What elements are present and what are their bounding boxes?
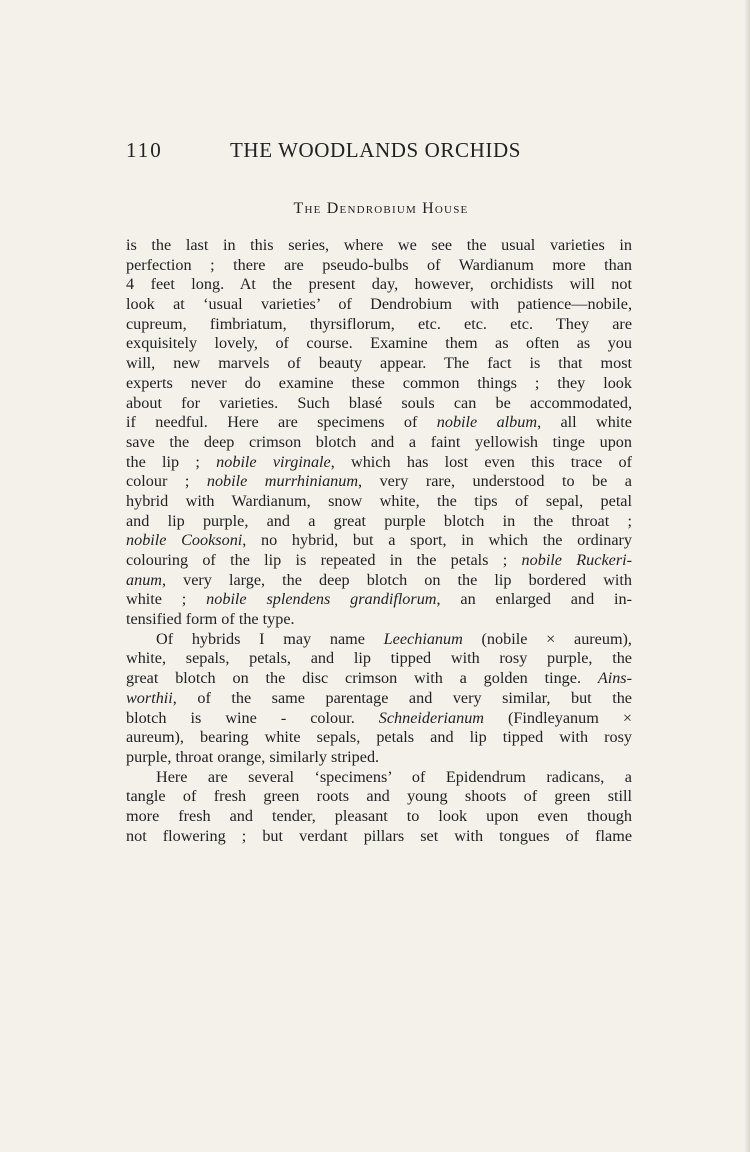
text-line: Of hybrids I may name Leechianum (nobile × aureum), bbox=[156, 629, 632, 648]
text-line: and lip purple, and a great purple blotch in the throat ; bbox=[126, 511, 632, 530]
text-line: blotch is wine - colour. Schneiderianum (Findleyanum × bbox=[126, 708, 632, 727]
text-line: great blotch on the disc crimson with a golden tinge. Ains- bbox=[126, 669, 632, 688]
text-line: about for varieties. Such blasé souls can be accommodated, bbox=[126, 393, 632, 412]
text-line: white, sepals, petals, and lip tipped with rosy purple, the bbox=[126, 649, 632, 668]
text-line: cupreum, fimbriatum, thyrsiflorum, etc. etc. etc. They are bbox=[126, 314, 632, 333]
body-text bbox=[126, 236, 632, 846]
text-line: will, new marvels of beauty appear. The fact is that most bbox=[126, 354, 632, 373]
text-line: anum, very large, the deep blotch on the lip bordered with bbox=[126, 570, 632, 589]
book-title: THE WOODLANDS ORCHIDS bbox=[230, 138, 522, 162]
text-line: exquisitely lovely, of course. Examine them as often as you bbox=[126, 334, 632, 353]
text-line: aureum), bearing white sepals, petals and lip tipped with rosy bbox=[126, 728, 632, 747]
text-line: hybrid with Wardianum, snow white, the tips of sepal, petal bbox=[126, 491, 632, 510]
page-number: 110 bbox=[126, 138, 163, 162]
text-line: colouring of the lip is repeated in the petals ; nobile Ruckeri- bbox=[126, 551, 632, 569]
text-line: nobile Cooksoni, no hybrid, but a sport, in which the ordinary bbox=[126, 531, 632, 550]
text-line: white ; nobile splendens grandiflorum, an enlarged and in- bbox=[126, 590, 632, 609]
page-edge-shadow bbox=[744, 0, 750, 1152]
text-line: perfection ; there are pseudo-bulbs of Wardianum more than bbox=[126, 255, 632, 274]
text-line: experts never do examine these common things ; they look bbox=[126, 373, 632, 392]
text-line: worthii, of the same parentage and very similar, but the bbox=[126, 688, 632, 707]
running-head bbox=[126, 138, 636, 166]
text-line: is the last in this series, where we see the usual varieties in bbox=[126, 236, 632, 254]
text-line: tangle of fresh green roots and young shoots of green still bbox=[126, 787, 632, 806]
text-line: not flowering ; but verdant pillars set with tongues of flame bbox=[126, 826, 632, 845]
text-line: more fresh and tender, pleasant to look upon even though bbox=[126, 806, 632, 825]
text-line: look at ‘usual varieties’ of Dendrobium with patience—nobile, bbox=[126, 295, 632, 314]
text-line: colour ; nobile murrhinianum, very rare, understood to be a bbox=[126, 472, 632, 491]
text-line: if needful. Here are specimens of nobile album, all white bbox=[126, 413, 632, 432]
text-line: tensified form of the type. bbox=[126, 610, 295, 629]
text-line: save the deep crimson blotch and a faint yellowish tinge upon bbox=[126, 432, 632, 451]
section-heading: The Dendrobium House bbox=[293, 200, 469, 217]
text-line: the lip ; nobile virginale, which has lost even this trace of bbox=[126, 452, 632, 471]
text-line: purple, throat orange, similarly striped. bbox=[126, 747, 380, 766]
text-line: 4 feet long. At the present day, however, orchidists will not bbox=[126, 275, 632, 294]
text-line: Here are several ‘specimens’ of Epidendrum radicans, a bbox=[156, 767, 632, 786]
